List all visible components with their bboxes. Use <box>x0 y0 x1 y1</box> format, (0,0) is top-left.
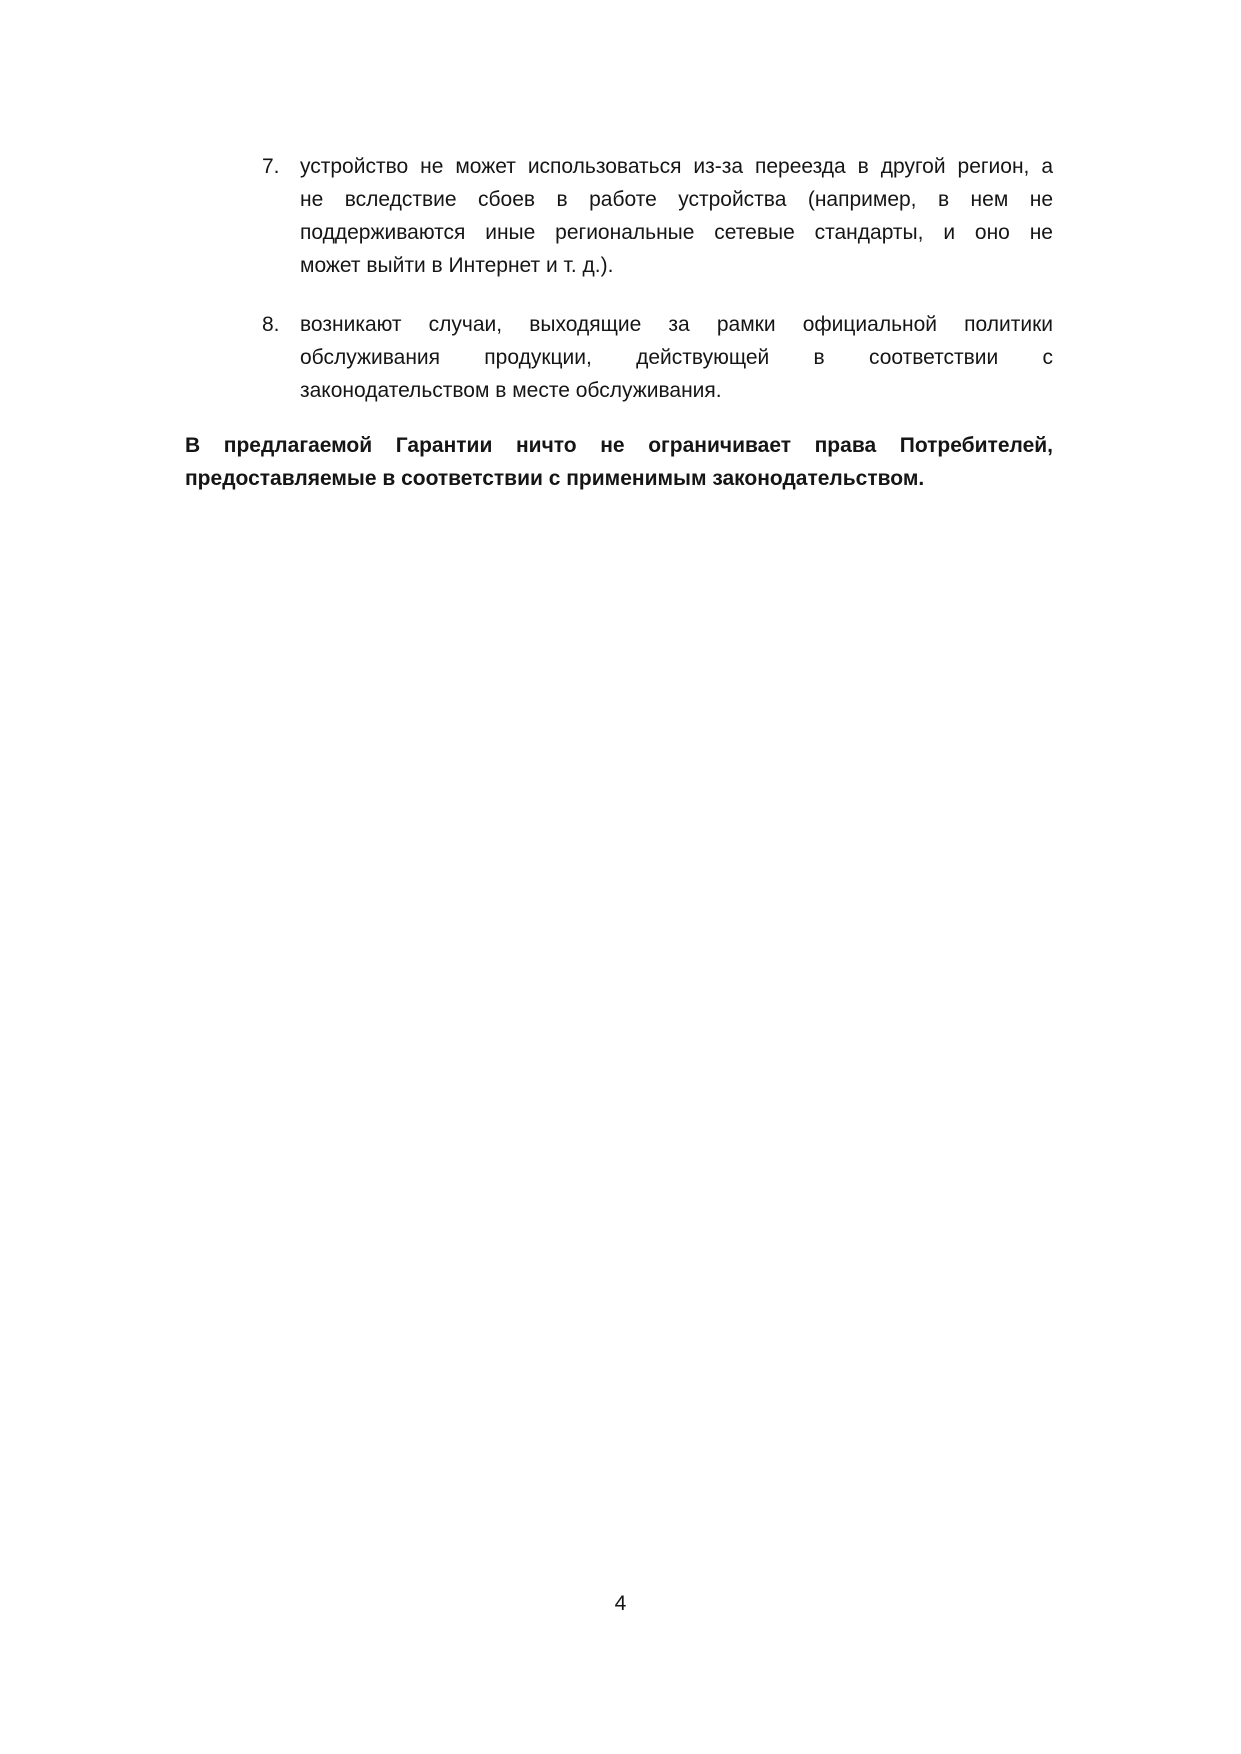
text-line: поддерживаются иные региональные сетевые стандарты, и оно не <box>300 221 1053 244</box>
text-line: предоставляемые в соответствии с применимым законодательством. <box>185 467 925 490</box>
list-item-8-number: 8. <box>262 313 280 336</box>
document-body <box>185 150 1053 495</box>
text-line: обслуживания продукции, действующей в соответствии с <box>300 346 1053 369</box>
list-item-7-text <box>300 150 1053 282</box>
list-item-7-number: 7. <box>262 155 280 178</box>
page-number: 4 <box>614 1592 627 1615</box>
list-item-8-text <box>300 308 1053 407</box>
text-line: может выйти в Интернет и т. д.). <box>300 254 614 277</box>
text-line: В предлагаемой Гарантии ничто не ограничивает права Потребителей, <box>185 434 1053 457</box>
list-item-8 <box>185 308 1053 407</box>
closing-paragraph <box>185 429 1053 495</box>
list-item-7 <box>185 150 1053 282</box>
page-footer <box>0 1587 1241 1620</box>
text-line: не вследствие сбоев в работе устройства (например, в нем не <box>300 188 1053 211</box>
text-line: устройство не может использоваться из-за переезда в другой регион, а <box>300 155 1053 178</box>
text-line: возникают случаи, выходящие за рамки официальной политики <box>300 313 1053 336</box>
text-line: законодательством в месте обслуживания. <box>300 379 722 402</box>
